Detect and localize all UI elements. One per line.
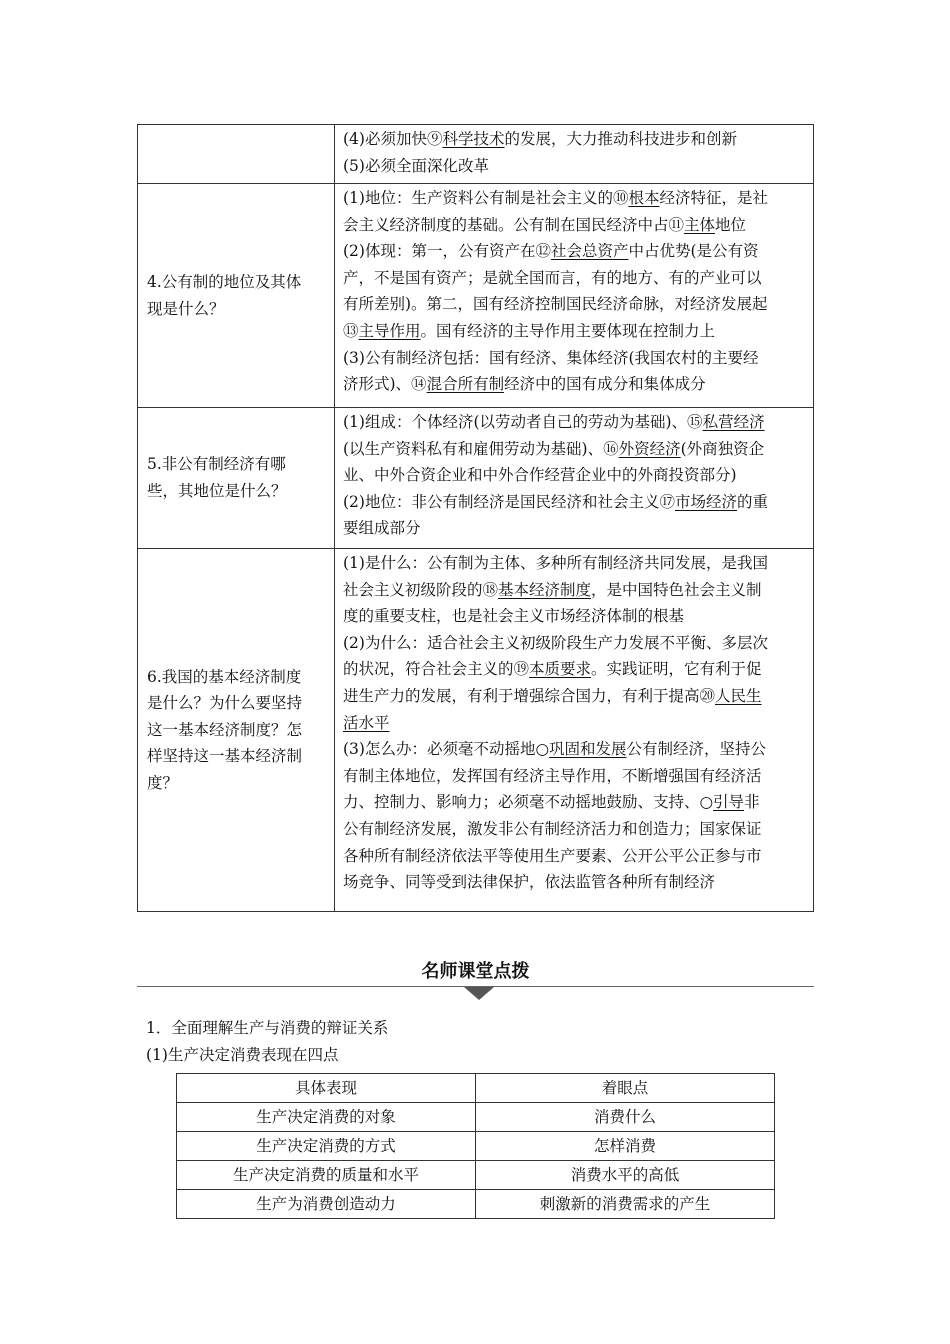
question-line: 4.公有制的地位及其体 — [147, 272, 302, 291]
answer-text: (1)组成：个体经济(以劳动者自己的劳动为基础)、⑮ — [343, 413, 703, 431]
question-line: 样坚持这一基本经济制 — [147, 747, 303, 766]
answer-text: (2)地位：非公有制经济是国民经济和社会主义⑰ — [343, 492, 675, 511]
point-1-heading: 1．全面理解生产与消费的辩证关系 — [146, 1019, 389, 1037]
answer-text: (2)体现：第一，公有资产在⑫ — [343, 242, 551, 261]
answer-blank: 外资经济 — [618, 439, 681, 458]
answer-line — [343, 603, 807, 630]
table-cell: 生产决定消费的对象 — [177, 1103, 476, 1132]
down-triangle-icon — [464, 987, 494, 1000]
answer-blank: 私营经济 — [702, 413, 765, 431]
table-cell: 刺激新的消费需求的产生 — [476, 1190, 775, 1219]
table-row — [177, 1103, 775, 1132]
knowledge-table — [137, 124, 814, 912]
answer-blank: 根本 — [628, 189, 660, 207]
table-row — [138, 184, 814, 408]
answer-text: 中占优势(是公有资 — [628, 242, 759, 261]
answer-line — [343, 265, 807, 292]
knowledge-table-body — [138, 125, 814, 912]
answer-line — [343, 789, 807, 816]
question-line: 6.我国的基本经济制度 — [147, 667, 302, 686]
table-row — [177, 1161, 775, 1190]
question-cell — [138, 549, 335, 912]
answer-blank: 巩固和发展 — [548, 740, 627, 759]
answer-line — [343, 291, 807, 318]
answer-line — [343, 763, 807, 790]
answer-text: 的重 — [736, 492, 768, 511]
answer-text: (3)怎么办：必须毫不动摇地○ — [343, 740, 549, 759]
table-row — [177, 1190, 775, 1219]
answer-blank: 社会总资产 — [550, 242, 629, 261]
answer-blank: 活水平 — [343, 713, 390, 732]
answer-text: 场竞争、同等受到法律保护，依法监管各种所有制经济 — [343, 873, 716, 892]
answer-line — [343, 436, 807, 463]
answer-text: 进生产力的发展，有利于增强综合国力，有利于提高⑳ — [343, 686, 716, 705]
answer-line — [343, 153, 807, 180]
answer-line — [343, 736, 807, 763]
answer-line — [343, 869, 807, 896]
answer-cell — [335, 184, 814, 408]
answer-line — [343, 489, 807, 516]
column-header: 着眼点 — [476, 1074, 775, 1103]
answer-line — [343, 816, 807, 843]
answer-text: ，是中国特色社会主义制 — [591, 580, 762, 599]
answer-line — [343, 126, 807, 153]
answer-text: 公有制经济发展，激发非公有制经济活力和创造力；国家保证 — [343, 819, 762, 838]
table-cell: 消费什么 — [476, 1103, 775, 1132]
point-1-subheading: (1)生产决定消费表现在四点 — [146, 1046, 339, 1064]
answer-text: (1)地位：生产资料公有制是社会主义的⑩ — [343, 189, 629, 207]
answer-line — [343, 577, 807, 604]
table-row — [138, 408, 814, 549]
answer-text: 经济特征，是社 — [659, 189, 768, 207]
question-line: 这一基本经济制度？怎 — [147, 720, 303, 739]
answer-text: 要组成部分 — [343, 519, 421, 538]
table-row — [138, 549, 814, 912]
question-cell — [138, 408, 335, 549]
answer-text: 度的重要支柱，也是社会主义市场经济体制的根基 — [343, 607, 685, 626]
answer-line — [343, 515, 807, 542]
section-title: 名师课堂点拨 — [421, 961, 530, 982]
answer-blank: 科学技术 — [442, 130, 505, 148]
answer-text: (以生产资料私有和雇佣劳动为基础)、⑯ — [343, 439, 619, 458]
table-row — [177, 1132, 775, 1161]
answer-blank: 引导 — [713, 793, 745, 812]
question-line: 是什么？为什么要坚持 — [147, 694, 303, 713]
answer-text: 社会主义初级阶段的⑱ — [343, 580, 499, 599]
answer-text: 业、中外合资企业和中外合作经营企业中的外商投资部分) — [343, 466, 737, 485]
answer-text: 产，不是国有资产；是就全国而言，有的地方、有的产业可以 — [343, 268, 762, 287]
answer-line — [343, 462, 807, 489]
answer-text: (1)是什么：公有制为主体、多种所有制经济共同发展，是我国 — [343, 554, 768, 572]
answer-blank: 主导作用 — [358, 321, 421, 340]
column-header: 具体表现 — [177, 1074, 476, 1103]
answer-text: 公有制经济，坚持公 — [626, 740, 767, 759]
answer-text: (外商独资企 — [680, 439, 765, 458]
answer-text: (4)必须加快⑨ — [343, 130, 443, 148]
question-line: 度？ — [147, 773, 179, 792]
answer-line — [343, 371, 807, 398]
answer-text: 各种所有制经济依法平等使用生产要素、公开公平公正参与市 — [343, 846, 762, 865]
answer-cell — [335, 408, 814, 549]
question-line: 5.非公有制经济有哪 — [147, 455, 286, 474]
answer-cell — [335, 549, 814, 912]
answer-blank: 市场经济 — [674, 492, 737, 511]
answer-blank: 基本经济制度 — [498, 580, 592, 599]
production-consumption-table — [176, 1073, 775, 1219]
table-cell: 怎样消费 — [476, 1132, 775, 1161]
answer-text: 地位 — [715, 215, 747, 234]
answer-text: 会主义经济制度的基础。公有制在国民经济中占⑪ — [343, 215, 685, 234]
table-cell: 生产决定消费的方式 — [177, 1132, 476, 1161]
question-cell — [138, 184, 335, 408]
table-row — [138, 125, 814, 184]
table-header-row — [177, 1074, 775, 1103]
answer-line — [343, 212, 807, 239]
answer-line — [343, 656, 807, 683]
answer-line — [343, 843, 807, 870]
answer-blank: 本质要求 — [529, 660, 592, 679]
answer-text: (2)为什么：适合社会主义初级阶段生产力发展不平衡、多层次 — [343, 633, 768, 652]
answer-text: 有制主体地位，发挥国有经济主导作用，不断增强国有经济活 — [343, 766, 762, 785]
answer-line — [343, 550, 807, 577]
answer-blank: 人民生 — [715, 686, 762, 705]
answer-text: 经济中的国有成分和集体成分 — [504, 375, 706, 394]
answer-text: 的状况，符合社会主义的⑲ — [343, 660, 530, 679]
answer-text: (5)必须全面深化改革 — [343, 156, 489, 175]
answer-blank: 混合所有制 — [426, 375, 505, 394]
answer-line — [343, 345, 807, 372]
answer-text: 力、控制力、影响力；必须毫不动摇地鼓励、支持、○ — [343, 793, 714, 812]
answer-blank: 主体 — [684, 215, 716, 234]
production-consumption-table-body — [177, 1074, 775, 1219]
answer-text: 。实践证明，它有利于促 — [591, 660, 762, 679]
answer-text: 非 — [744, 793, 760, 812]
answer-text: (3)公有制经济包括：国有经济、集体经济(我国农村的主要经 — [343, 348, 759, 367]
answer-text: 济形式)、⑭ — [343, 375, 427, 394]
question-line: 些，其地位是什么？ — [147, 482, 287, 500]
answer-line — [343, 318, 807, 345]
table-cell: 消费水平的高低 — [476, 1161, 775, 1190]
answer-text: 的发展，大力推动科技进步和创新 — [504, 130, 737, 148]
answer-text: ⑬ — [343, 321, 359, 340]
table-cell: 生产决定消费的质量和水平 — [177, 1161, 476, 1190]
answer-line — [343, 238, 807, 265]
question-line: 现是什么？ — [147, 299, 225, 318]
answer-line — [343, 185, 807, 212]
answer-text: 有所差别)。第二，国有经济控制国民经济命脉，对经济发展起 — [343, 295, 768, 314]
question-cell — [138, 125, 335, 184]
answer-cell — [335, 125, 814, 184]
answer-line — [343, 630, 807, 657]
answer-line — [343, 683, 807, 710]
answer-line — [343, 409, 807, 436]
answer-line — [343, 710, 807, 737]
answer-text: 。国有经济的主导作用主要体现在控制力上 — [420, 321, 716, 340]
table-cell: 生产为消费创造动力 — [177, 1190, 476, 1219]
